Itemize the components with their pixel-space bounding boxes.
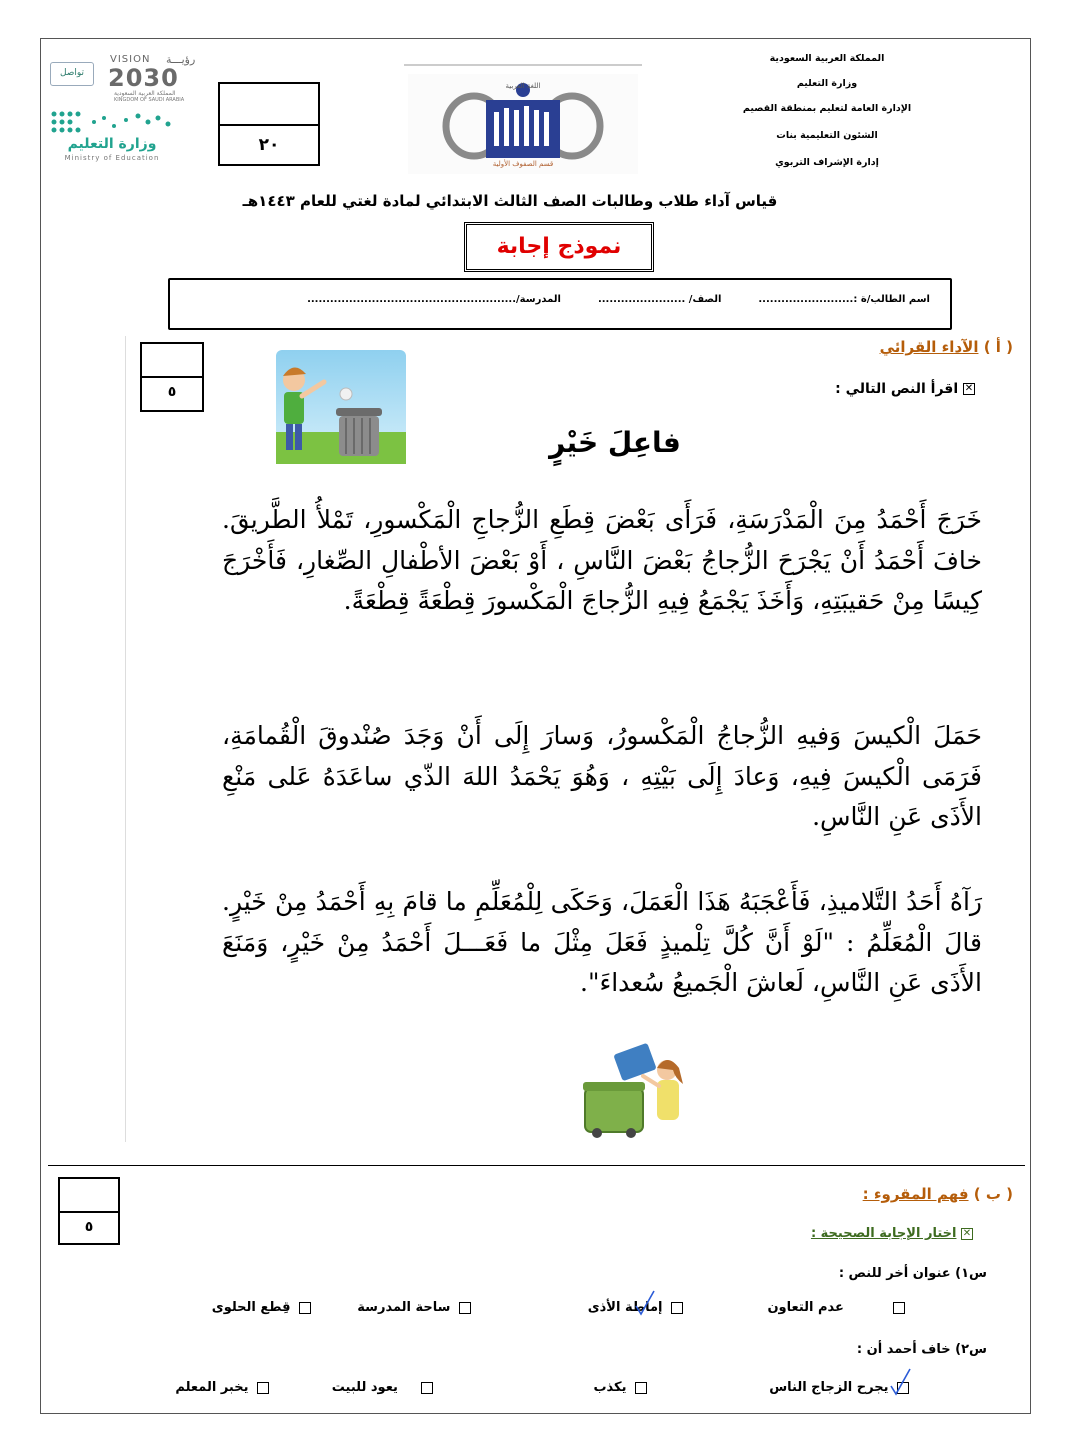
- q2-option-3-checkbox[interactable]: [421, 1382, 433, 1394]
- header-ministry: وزارة التعليم: [796, 78, 858, 89]
- q1-option-3-checkbox[interactable]: [459, 1302, 471, 1314]
- passage-paragraph-1: خَرَجَ أَحْمَدُ مِنَ الْمَدْرَسَةِ، فَرَأَى بَعْضَ قِطَعِ الزُّجاجِ الْمَكْسورِ، تَمْلأُ الطَّريقَ. خافَ أَحْمَدُ أَنْ يَجْرَحَ الزُّجاجُ بَعْضَ النَّاسِ ، أَوْ بَعْضَ الأطْفالِ الصِّغارِ، فَأَخْرَجَ كِيسًا مِنْ حَقيبَتِهِ، وَأَخَذَ يَجْمَعُ فِيهِ الزُّجاجَ الْمَكْسورَ قِطْعَةً قِطْعَةً.: [222, 505, 982, 615]
- header-affairs: الشئون التعليمية بنات: [776, 130, 878, 141]
- section-b-label: ( ب ): [973, 1185, 1013, 1203]
- q2-option-4-checkbox[interactable]: [257, 1382, 269, 1394]
- section-a-score-box: [140, 342, 204, 412]
- q1-option-3[interactable]: ساحة المدرسة: [357, 1300, 471, 1315]
- moe-dots-icon: [48, 108, 178, 138]
- student-info-box: [168, 278, 952, 330]
- logo-caption-top: اللغة العربية: [505, 82, 541, 90]
- vision-arabic: رؤيـــة: [166, 53, 196, 66]
- q1-option-4[interactable]: قِطع الحلوى: [212, 1300, 311, 1315]
- moe-arabic: وزارة التعليم: [67, 136, 157, 152]
- vision-kingdom-en: KINGDOM OF SAUDI ARABIA: [114, 97, 185, 103]
- q2-check-mark-icon: [888, 1368, 912, 1396]
- header-supervision: إدارة الإشراف التربوي: [775, 157, 879, 168]
- section-separator: [48, 1165, 1025, 1166]
- q1-option-2[interactable]: إماطة الأذى: [588, 1300, 683, 1315]
- primary-grades-logo: [404, 64, 642, 178]
- student-name-field[interactable]: اسم الطالب/ة :.........................: [758, 294, 930, 305]
- section-b-heading: [863, 1185, 1013, 1203]
- vision-year: 2030: [108, 64, 179, 92]
- answer-model-label: نموذج إجابة: [464, 222, 654, 272]
- boy-trash-illustration: [276, 350, 406, 464]
- q1-check-mark-icon: [634, 1290, 656, 1316]
- section-a-heading: [880, 338, 1013, 356]
- q1-option-1[interactable]: عدم التعاون: [767, 1300, 905, 1315]
- question-2-text: س٢) خاف أحمد أن :: [856, 1342, 987, 1357]
- section-a-instruction: اقرأ النص التالي :: [835, 381, 959, 397]
- boxed-x-icon: ✕: [964, 383, 974, 394]
- total-score-bottom: ٢٠: [258, 135, 280, 155]
- student-grade-field[interactable]: الصف/ .......................: [597, 294, 722, 305]
- question-1-text: س١) عنوان أخر للنص :: [838, 1266, 987, 1281]
- section-a-instruction-row: [835, 381, 975, 397]
- section-b-score-box: [58, 1177, 120, 1245]
- exam-title: قياس آداء طلاب وطالبات الصف الثالث الابتدائي لمادة لغتي للعام ١٤٤٣هـ: [242, 192, 778, 210]
- moe-english: Ministry of Education: [64, 154, 160, 162]
- section-b-title: فهم المقروء :: [862, 1185, 969, 1203]
- total-score-box: [218, 82, 320, 166]
- passage-paragraph-3: رَآهُ أَحَدُ التَّلاميذِ، فَأَعْجَبَهُ هَذَا الْعَمَلَ، وَحَكَى لِلْمُعَلِّمِ ما قامَ بِهِ أَحْمَدُ مِنْ خَيْرٍ. قالَ الْمُعَلِّمُ : "لَوْ أَنَّ كُلَّ تِلْميذٍ فَعَلَ مِثْلَ ما فَعَـــلَ أَحْمَدُ مِنْ خَيْرٍ، وَمَنَعَ الأَذَى عَنِ النَّاسِ، لَعاشَ الْجَميعُ سُعداءَ".: [222, 887, 982, 997]
- story-title: فاعِلَ خَيْرٍ: [549, 426, 681, 459]
- vision-kingdom: المملكة العربية السعودية: [114, 90, 176, 97]
- section-b-instruction: اختار الإجابة الصحيحة :: [810, 1226, 957, 1241]
- girl-recycling-illustration: [583, 1040, 701, 1140]
- header-region: الإدارة العامة لتعليم بمنطقة القصيم: [742, 103, 912, 114]
- header-country: المملكة العربية السعودية: [769, 53, 885, 64]
- logo-caption: قسم الصفوف الأولية: [492, 160, 554, 168]
- q2-option-1[interactable]: يجرح الزجاج الناس: [769, 1380, 909, 1395]
- vision-word: VISION: [110, 54, 151, 65]
- passage-paragraph-2: حَمَلَ الْكيسَ وَفيهِ الزُّجاجُ الْمَكْسورُ، وَسارَ إِلَى أَنْ وَجَدَ صُنْدوقَ الْقُمامَةِ، فَرَمَى الْكيسَ فِيهِ، وَعادَ إِلَى بَيْتِهِ ، وَهُوَ يَحْمَدُ اللهَ الذّي ساعَدَهُ عَلى مَنْعِ الأَذَى عَنِ النَّاسِ.: [222, 721, 982, 831]
- tawasol-logo: تواصل: [50, 62, 94, 86]
- q1-option-2-checkbox[interactable]: [671, 1302, 683, 1314]
- q1-option-1-checkbox[interactable]: [893, 1302, 905, 1314]
- student-info-line: [307, 294, 930, 305]
- boxed-x-icon: ✕: [962, 1227, 972, 1239]
- q1-option-4-checkbox[interactable]: [299, 1302, 311, 1314]
- section-a-score-bottom: ٥: [167, 384, 177, 400]
- section-a-title: الآداء القرائي: [879, 338, 979, 356]
- section-a-label: ( أ ): [983, 338, 1013, 356]
- section-b-instruction-row: [811, 1226, 973, 1241]
- q2-option-3[interactable]: يعود للبيت: [332, 1380, 433, 1395]
- q2-option-2-checkbox[interactable]: [635, 1382, 647, 1394]
- q2-option-2[interactable]: يكذب: [593, 1380, 647, 1395]
- section-b-score-bottom: ٥: [84, 1219, 94, 1235]
- ministry-logos: [48, 52, 208, 164]
- student-school-field[interactable]: المدرسة/.......................................................: [307, 294, 561, 305]
- q2-option-4[interactable]: يخبر المعلم: [175, 1380, 269, 1395]
